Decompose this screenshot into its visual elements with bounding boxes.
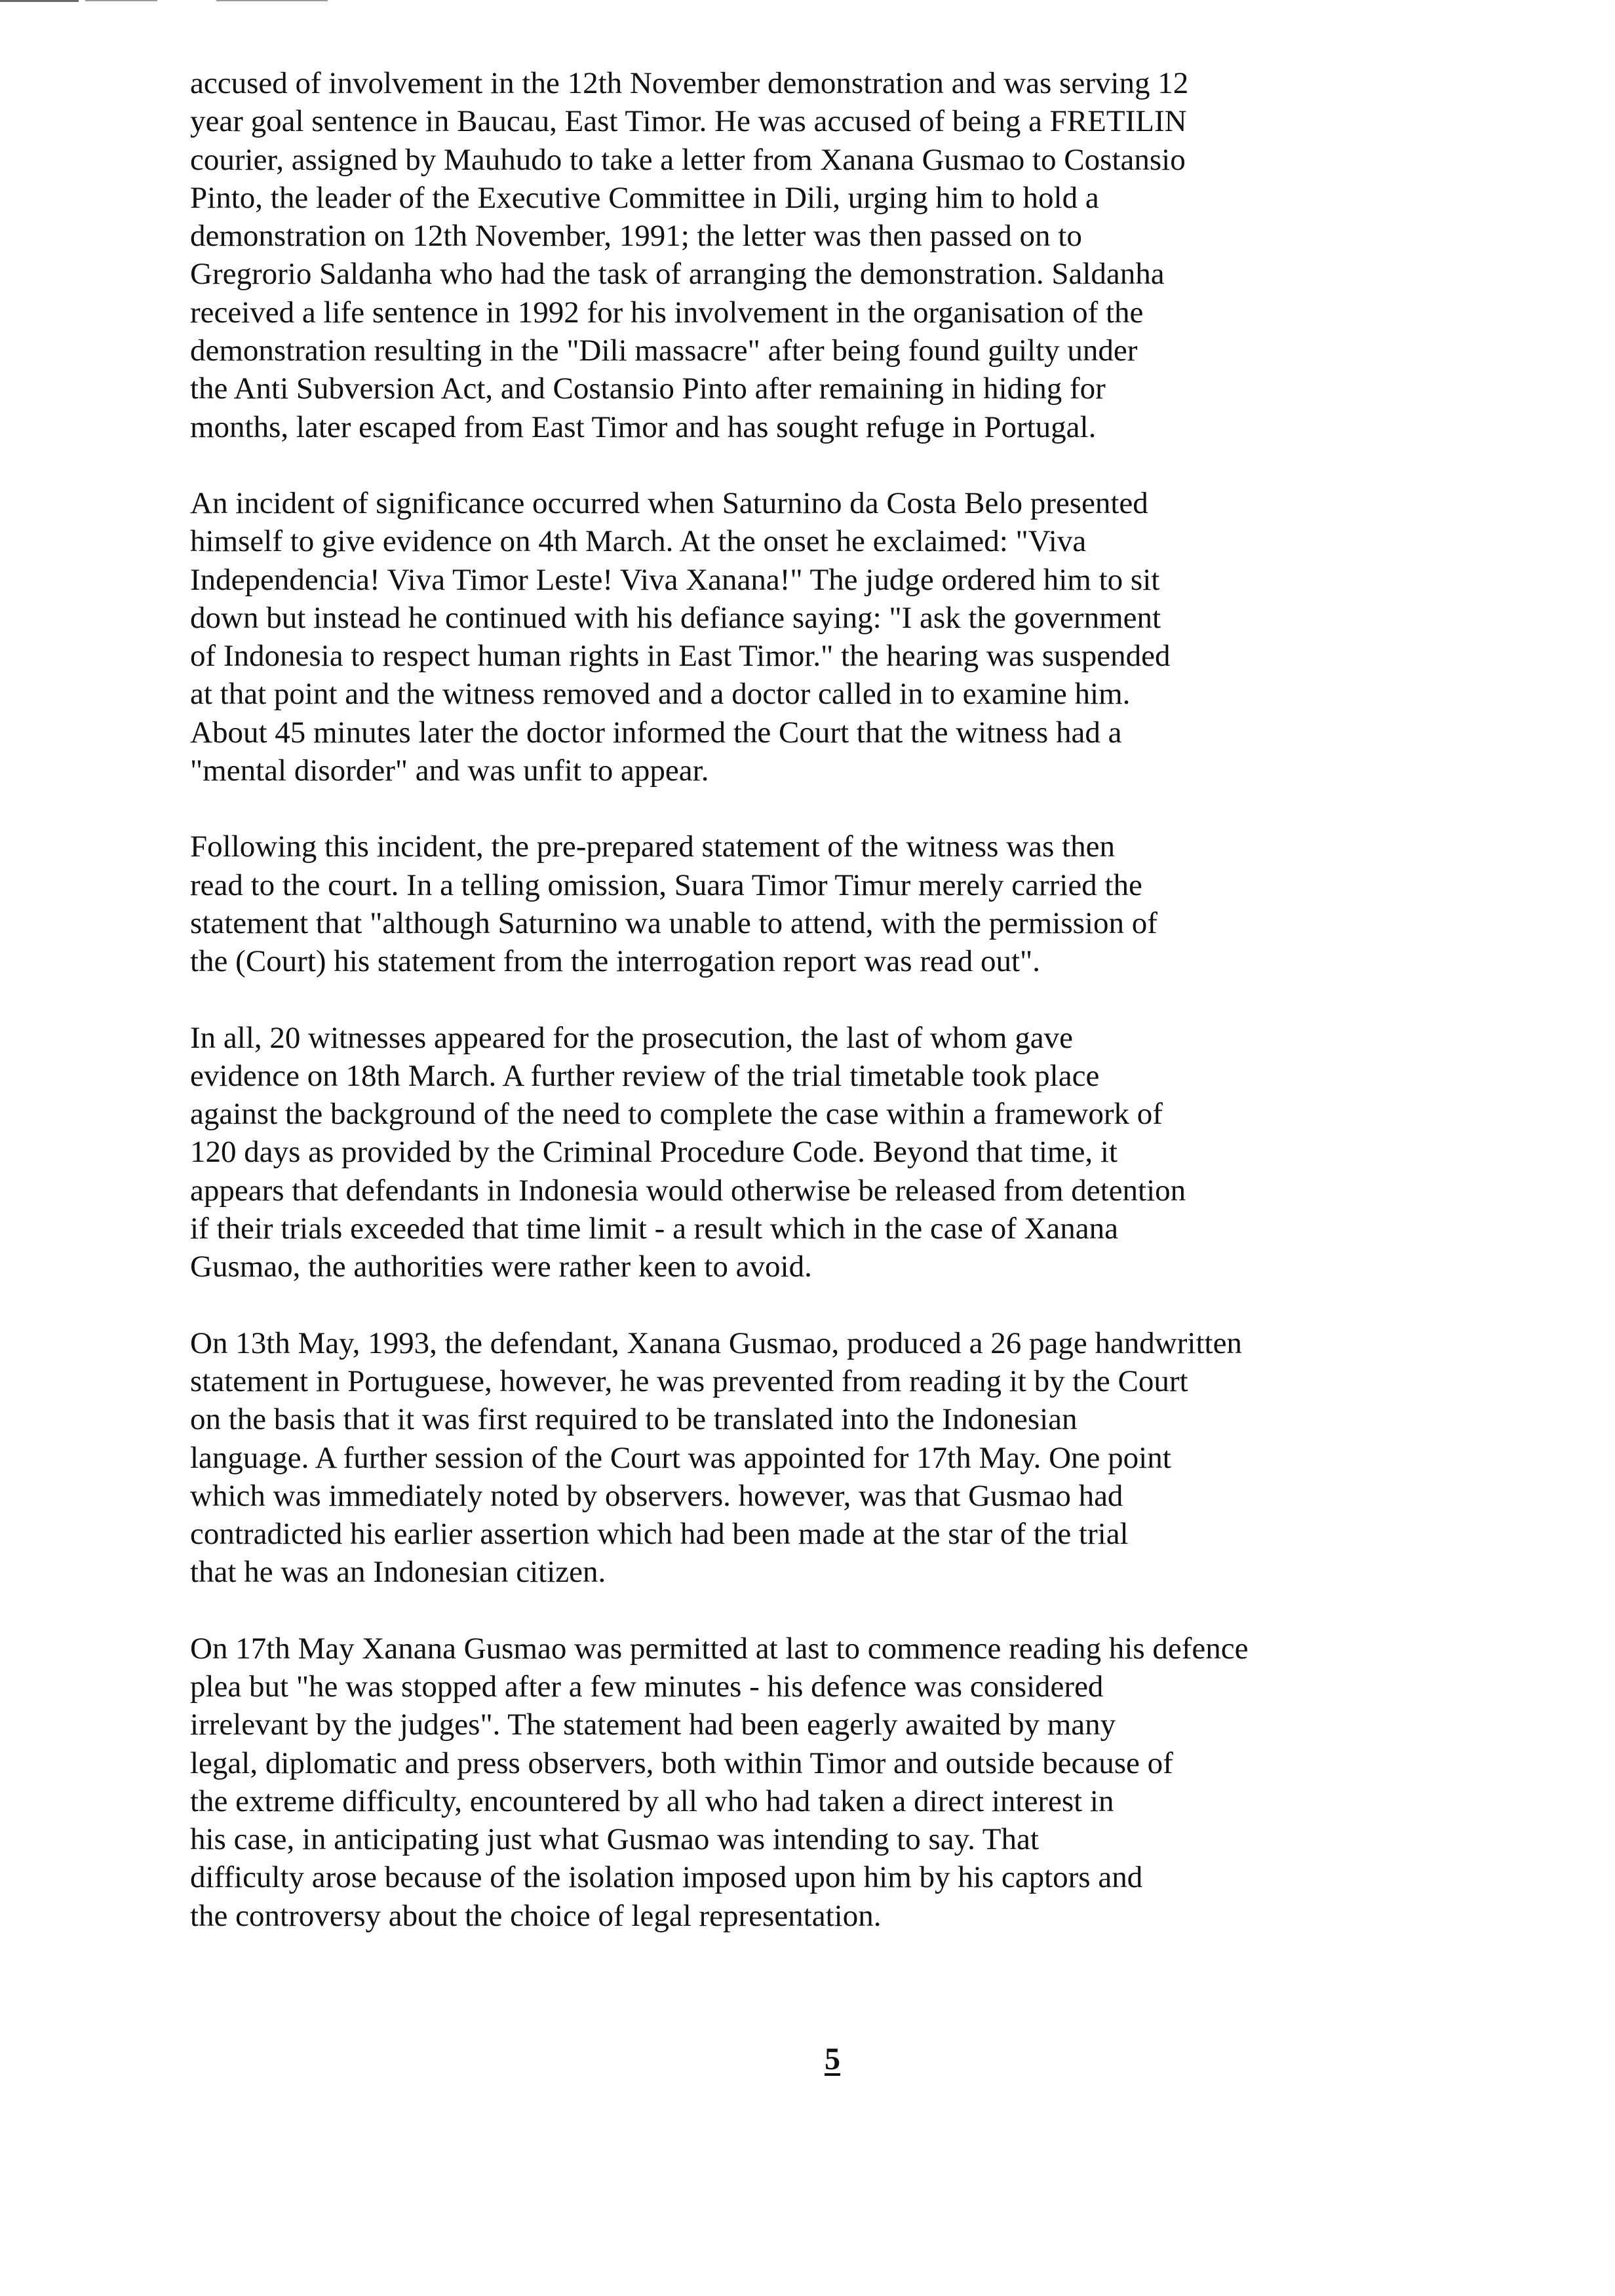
scan-edge-mark <box>85 0 157 1</box>
text-line: months, later escaped from East Timor and has sought refuge in Portugal. <box>190 410 1097 444</box>
text-line: Pinto, the leader of the Executive Committee in Dili, urging him to hold a <box>190 180 1099 215</box>
text-line: "mental disorder" and was unfit to appear. <box>190 754 709 788</box>
text-line: demonstration resulting in the "Dili massacre" after being found guilty under <box>190 334 1138 368</box>
text-line: the controversy about the choice of legal representation. <box>190 1898 882 1933</box>
text-line: his case, in anticipating just what Gusmao was intending to say. That <box>190 1822 1039 1857</box>
text-line: year goal sentence in Baucau, East Timor. He was accused of being a FRETILIN <box>190 104 1187 139</box>
text-line: language. A further session of the Court was appointed for 17th May. One point <box>190 1440 1171 1475</box>
text-line: against the background of the need to complete the case within a framework of <box>190 1097 1163 1132</box>
text-line: the (Court) his statement from the interrogation report was read out". <box>190 944 1040 979</box>
text-line: plea but "he was stopped after a few minutes - his defence was considered <box>190 1669 1104 1704</box>
text-line: courier, assigned by Mauhudo to take a letter from Xanana Gusmao to Costansio <box>190 142 1186 177</box>
text-line: statement in Portuguese, however, he was prevented from reading it by the Court <box>190 1364 1188 1398</box>
text-line: Independencia! Viva Timor Leste! Viva Xanana!" The judge ordered him to sit <box>190 562 1160 597</box>
text-line: statement that "although Saturnino wa unable to attend, with the permission of <box>190 906 1158 940</box>
text-line: On 17th May Xanana Gusmao was permitted at last to commence reading his defence <box>190 1631 1249 1666</box>
paragraph <box>190 1324 1455 1592</box>
text-line: irrelevant by the judges". The statement had been eagerly awaited by many <box>190 1708 1116 1742</box>
text-line: About 45 minutes later the doctor informed the Court that the witness had a <box>190 715 1122 750</box>
paragraph <box>190 1019 1455 1286</box>
text-line: that he was an Indonesian citizen. <box>190 1555 606 1590</box>
text-line: the extreme difficulty, encountered by all who had taken a direct interest in <box>190 1784 1114 1818</box>
scan-edge-mark <box>216 0 328 1</box>
text-line: read to the court. In a telling omission, Suara Timor Timur merely carried the <box>190 868 1142 902</box>
text-line: legal, diplomatic and press observers, both within Timor and outside because of <box>190 1746 1173 1780</box>
text-line: Following this incident, the pre-prepared statement of the witness was then <box>190 830 1115 864</box>
text-line: contradicted his earlier assertion which had been made at the star of the trial <box>190 1517 1129 1552</box>
text-line: the Anti Subversion Act, and Costansio Pinto after remaining in hiding for <box>190 372 1106 406</box>
text-line: accused of involvement in the 12th November demonstration and was serving 12 <box>190 66 1189 100</box>
text-line: difficulty arose because of the isolation imposed upon him by his captors and <box>190 1860 1143 1895</box>
text-line: down but instead he continued with his defiance saying: "I ask the government <box>190 600 1161 635</box>
paragraph <box>190 64 1455 446</box>
text-line: 120 days as provided by the Criminal Procedure Code. Beyond that time, it <box>190 1135 1118 1170</box>
document-page <box>190 64 1455 1973</box>
text-line: on the basis that it was first required to be translated into the Indonesian <box>190 1402 1078 1437</box>
text-line: himself to give evidence on 4th March. At the onset he exclaimed: "Viva <box>190 524 1087 559</box>
text-line: which was immediately noted by observers. however, was that Gusmao had <box>190 1478 1123 1513</box>
scan-edge-mark <box>0 0 79 2</box>
text-line: demonstration on 12th November, 1991; the letter was then passed on to <box>190 219 1082 254</box>
text-line: evidence on 18th March. A further review of the trial timetable took place <box>190 1058 1100 1093</box>
page-number: 5 <box>825 2042 840 2076</box>
paragraph <box>190 828 1455 980</box>
text-line: Gregrorio Saldanha who had the task of arranging the demonstration. Saldanha <box>190 257 1165 292</box>
text-line: received a life sentence in 1992 for his involvement in the organisation of the <box>190 295 1144 330</box>
paragraph <box>190 484 1455 790</box>
text-line: Gusmao, the authorities were rather keen to avoid. <box>190 1250 812 1284</box>
text-line: In all, 20 witnesses appeared for the prosecution, the last of whom gave <box>190 1020 1073 1055</box>
text-line: at that point and the witness removed and a doctor called in to examine him. <box>190 677 1131 712</box>
paragraph <box>190 1630 1455 1935</box>
text-line: appears that defendants in Indonesia would otherwise be released from detention <box>190 1173 1186 1208</box>
text-line: if their trials exceeded that time limit - a result which in the case of Xanana <box>190 1212 1118 1246</box>
text-line: On 13th May, 1993, the defendant, Xanana Gusmao, produced a 26 page handwritten <box>190 1326 1242 1360</box>
text-line: of Indonesia to respect human rights in East Timor." the hearing was suspended <box>190 639 1171 674</box>
text-line: An incident of significance occurred when Saturnino da Costa Belo presented <box>190 486 1148 520</box>
